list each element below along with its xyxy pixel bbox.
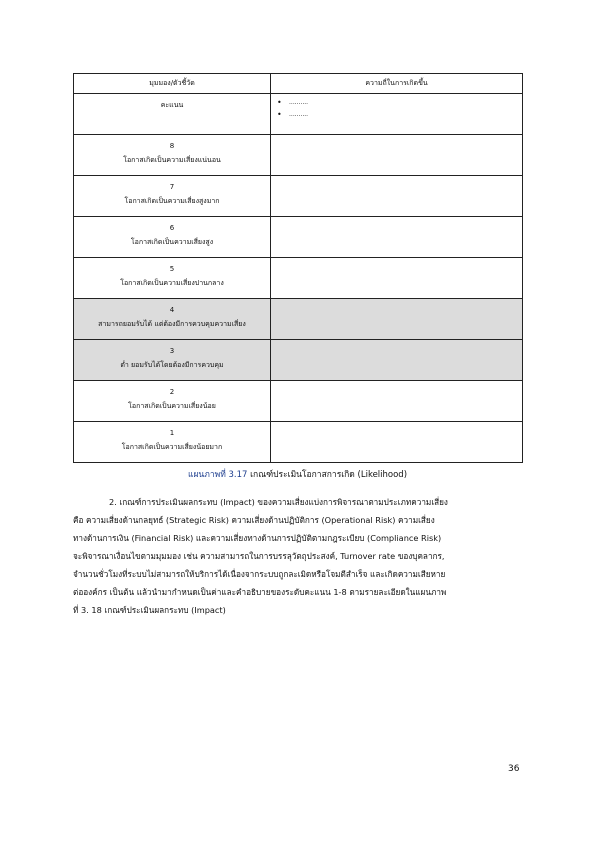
frequency-cell <box>271 422 523 463</box>
paragraph-line: จำนวนชั่วโมงที่ระบบไม่สามารถให้บริการได้เนื่องจากระบบถูกละเมิดหรือโจมตีสำเร็จ และเกิดความเสียหาย <box>73 569 446 579</box>
level-description: โอกาสเกิดเป็นความเสี่ยงสูง <box>130 238 214 246</box>
level-number: 2 <box>169 388 175 396</box>
frequency-cell <box>271 340 523 381</box>
bullet-list <box>271 97 522 121</box>
level-number: 5 <box>169 265 175 273</box>
page-number: 36 <box>508 764 520 774</box>
level-description: โอกาสเกิดเป็นความเสี่ยงแน่นอน <box>123 156 221 164</box>
level-description: สามารถยอมรับได้ แต่ต้องมีการควบคุมความเสี่ยง <box>98 320 246 328</box>
table-row <box>74 176 523 217</box>
frequency-cell <box>271 258 523 299</box>
paragraph-line: คือ ความเสี่ยงด้านกลยุทธ์ (Strategic Risk) ความเสี่ยงด้านปฏิบัติการ (Operational Risk) ความเสี่ยง <box>73 515 435 525</box>
level-number: 8 <box>169 142 175 150</box>
frequency-cell <box>271 217 523 258</box>
level-description: โอกาสเกิดเป็นความเสี่ยงน้อย <box>128 402 216 410</box>
paragraph-line: จะพิจารณาเงื่อนไขตามมุมมอง เช่น ความสามารถในการบรรลุวัตถุประสงค์, Turnover rate ของบุคลากร, <box>73 551 445 561</box>
frequency-cell <box>271 299 523 340</box>
table-row <box>74 299 523 340</box>
paragraph-line: ที่ 3. 18 เกณฑ์ประเมินผลกระทบ (Impact) <box>73 605 226 615</box>
table-row-score <box>74 94 523 135</box>
level-number: 1 <box>169 429 175 437</box>
level-description: โอกาสเกิดเป็นความเสี่ยงสูงมาก <box>124 197 220 205</box>
figure-caption <box>0 467 595 481</box>
caption-text: เกณฑ์ประเมินโอกาสการเกิด (Likelihood) <box>247 470 408 480</box>
frequency-cell <box>271 176 523 217</box>
level-description: โอกาสเกิดเป็นความเสี่ยงปานกลาง <box>120 279 224 287</box>
bullet-icon: • <box>277 110 282 119</box>
level-description: ต่ำ ยอมรับได้โดยต้องมีการควบคุม <box>120 361 224 369</box>
table-row <box>74 340 523 381</box>
header-indicator: มุมมอง/ตัวชี้วัด <box>74 74 271 94</box>
frequency-cell <box>271 381 523 422</box>
level-number: 6 <box>169 224 175 232</box>
table-header-row <box>74 74 523 94</box>
level-description: โอกาสเกิดเป็นความเสี่ยงน้อยมาก <box>121 443 223 451</box>
table-row <box>74 422 523 463</box>
header-frequency: ความถี่ในการเกิดขึ้น <box>271 74 523 94</box>
list-item: • .......... <box>277 110 309 119</box>
table-row <box>74 258 523 299</box>
paragraph-line: ต่อองค์กร เป็นต้น แล้วนำมากำหนดเป็นค่าและคำอธิบายของระดับคะแนน 1-8 ตามรายละเอียดในแผนภาพ <box>73 587 447 597</box>
table-row <box>74 381 523 422</box>
table-row <box>74 135 523 176</box>
caption-label: แผนภาพที่ 3.17 <box>187 470 248 480</box>
level-number: 3 <box>169 347 175 355</box>
body-paragraph <box>73 493 522 619</box>
bullet-icon: • <box>277 98 282 107</box>
level-number: 7 <box>169 183 175 191</box>
level-number: 4 <box>169 306 175 314</box>
frequency-cell <box>271 135 523 176</box>
table-row <box>74 217 523 258</box>
score-label: คะแนน <box>160 101 184 109</box>
list-item: • .......... <box>277 98 309 107</box>
likelihood-criteria-table <box>73 73 523 463</box>
paragraph-line: ทางด้านการเงิน (Financial Risk) และความเสี่ยงทางด้านการปฏิบัติตามกฎระเบียบ (Compliance Risk) <box>73 533 442 543</box>
paragraph-line: 2. เกณฑ์การประเมินผลกระทบ (Impact) ของความเสี่ยงแบ่งการพิจารณาตามประเภทความเสี่ยง <box>109 497 448 507</box>
